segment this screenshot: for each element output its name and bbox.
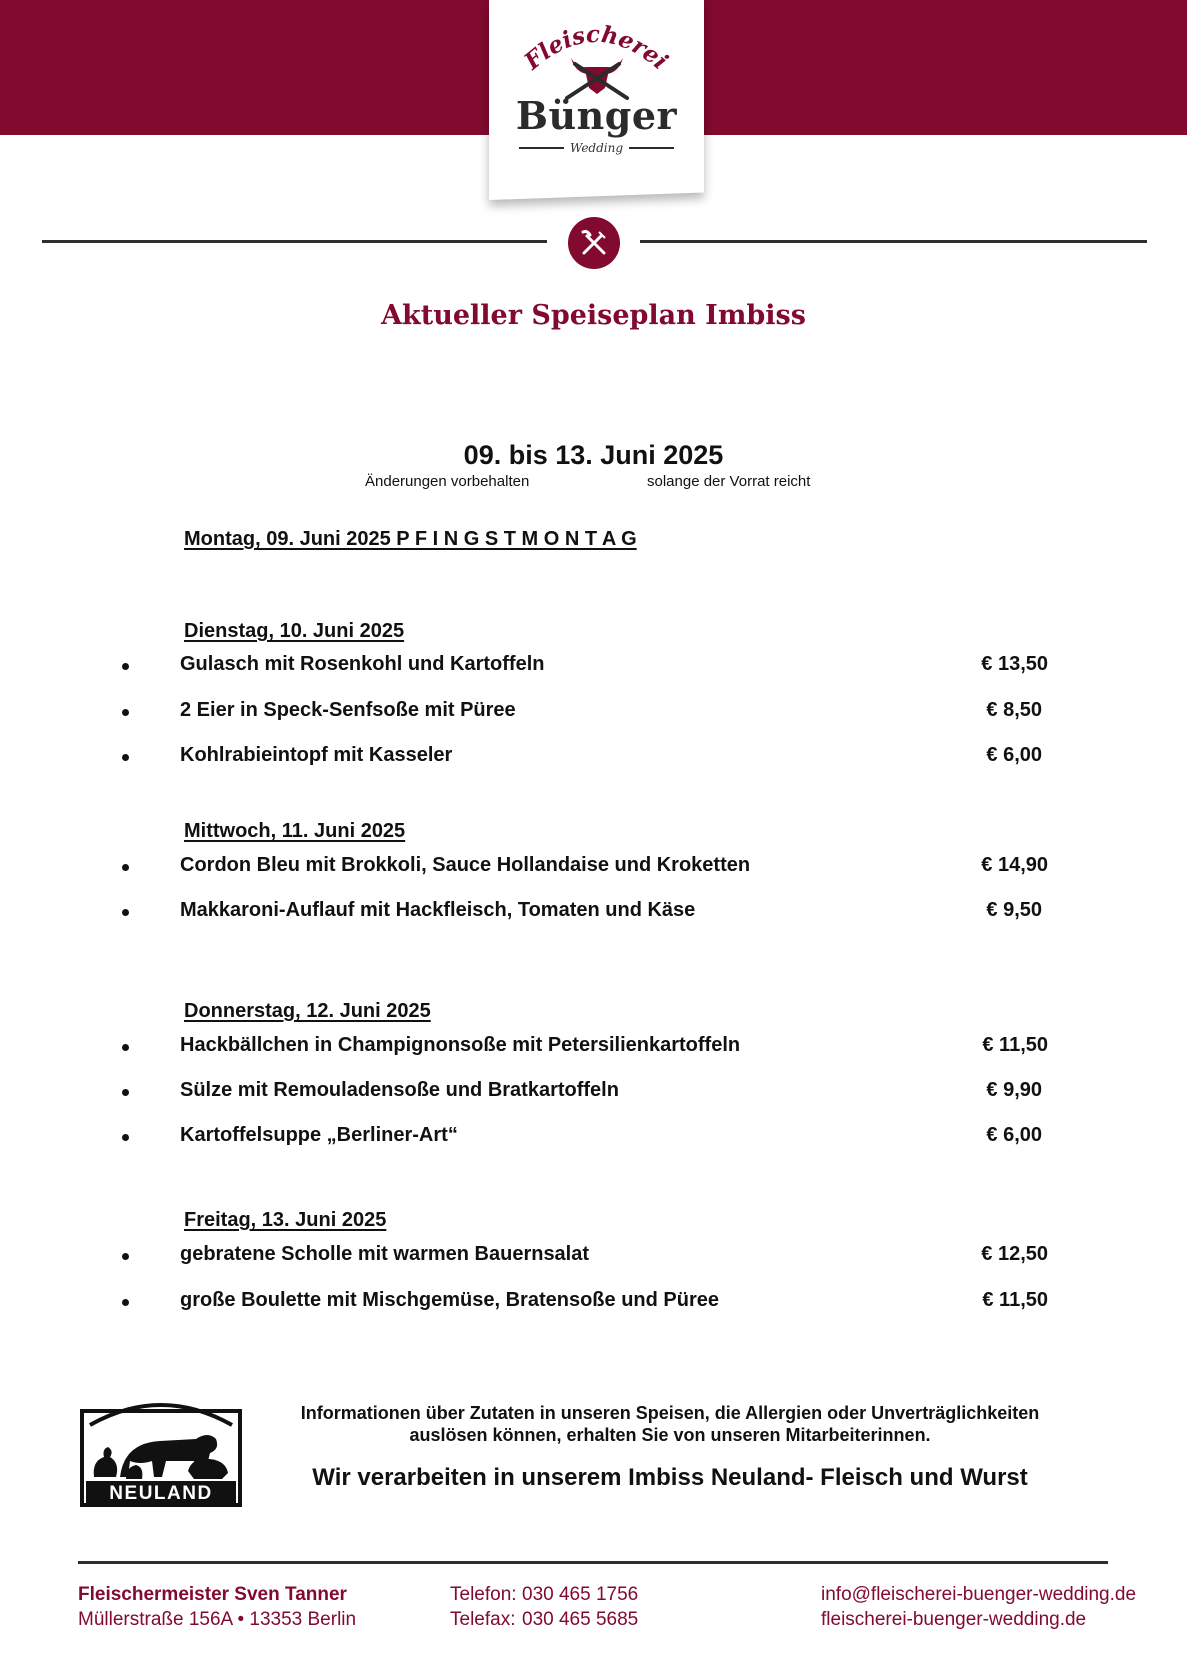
menu-item-price: € 6,00	[986, 744, 1042, 766]
day-heading-tuesday: Dienstag, 10. Juni 2025	[184, 620, 405, 642]
menu-item	[0, 1032, 1187, 1062]
neuland-logo	[80, 1395, 242, 1507]
menu-item-price: € 6,00	[986, 1124, 1042, 1146]
day-heading-wednesday: Mittwoch, 11. Juni 2025	[184, 820, 406, 842]
bullet-icon	[122, 909, 129, 916]
menu-item-name: Sülze mit Remouladensoße und Bratkartoffeln	[180, 1079, 619, 1101]
menu-item-price: € 9,90	[986, 1079, 1042, 1101]
menu-item	[0, 897, 1187, 927]
menu-item-price: € 8,50	[986, 699, 1042, 721]
bullet-icon	[122, 1253, 129, 1260]
divider-right	[640, 240, 1147, 243]
menu-item-name: gebratene Scholle mit warmen Bauernsalat	[180, 1243, 590, 1265]
bullet-icon	[122, 864, 129, 871]
brand-logo-card	[489, 0, 704, 200]
menu-item-price: € 14,90	[981, 854, 1048, 876]
menu-item	[0, 651, 1187, 681]
footer-fax: 030 465 5685	[522, 1609, 639, 1630]
crossed-fork-knife-icon	[579, 228, 609, 258]
bullet-icon	[122, 754, 129, 761]
bullet-icon	[122, 1044, 129, 1051]
day-heading-thursday: Donnerstag, 12. Juni 2025	[184, 1000, 431, 1022]
bullet-icon	[122, 709, 129, 716]
menu-item-name: Cordon Bleu mit Brokkoli, Sauce Hollandaise und Kroketten	[180, 854, 751, 876]
menu-item-price: € 11,50	[982, 1034, 1048, 1056]
menu-item-name: 2 Eier in Speck-Senfsoße mit Püree	[180, 699, 516, 721]
footer-owner: Fleischermeister Sven Tanner	[78, 1584, 347, 1605]
menu-item	[0, 1077, 1187, 1107]
menu-item-name: Kartoffelsuppe „Berliner-Art“	[180, 1124, 458, 1146]
menu-item-name: Makkaroni-Auflauf mit Hackfleisch, Tomaten und Käse	[180, 899, 696, 921]
footer-web[interactable]: fleischerei-buenger-wedding.de	[821, 1609, 1087, 1630]
neuland-statement: Wir verarbeiten in unserem Imbiss Neuland- Fleisch und Wurst	[312, 1464, 1028, 1491]
logo-sub	[519, 141, 674, 155]
footer-fax-label: Telefax:	[450, 1609, 516, 1630]
logo-sub-text: Wedding	[569, 141, 624, 155]
menu-item-name: Gulasch mit Rosenkohl und Kartoffeln	[180, 653, 545, 675]
footer-phone-label: Telefon:	[450, 1584, 517, 1605]
menu-item	[0, 1241, 1187, 1271]
menu-item-price: € 12,50	[981, 1243, 1048, 1265]
menu-item-name: Hackbällchen in Champignonsoße mit Petersilienkartoffeln	[180, 1034, 741, 1056]
menu-item	[0, 1287, 1187, 1317]
note-stock: solange der Vorrat reicht	[647, 473, 811, 490]
logo-name: Bünger	[515, 93, 678, 138]
menu-item	[0, 697, 1187, 727]
footer-email[interactable]: info@fleischerei-buenger-wedding.de	[821, 1584, 1137, 1605]
divider-left	[42, 240, 547, 243]
menu-item	[0, 852, 1187, 882]
allergen-info-line2: auslösen können, erhalten Sie von unseren Mitarbeiterinnen.	[409, 1425, 931, 1445]
neuland-logo-text: NEULAND	[109, 1483, 213, 1504]
allergen-info	[240, 1402, 1100, 1446]
menu-item	[0, 1122, 1187, 1152]
menu-item-name: große Boulette mit Mischgemüse, Bratensoße und Püree	[180, 1289, 719, 1311]
footer-contact-block	[821, 1582, 1136, 1632]
day-heading-monday: Montag, 09. Juni 2025 P F I N G S T M O N T A G	[184, 528, 637, 550]
menu-item-price: € 11,50	[982, 1289, 1048, 1311]
menu-item-price: € 13,50	[981, 653, 1048, 675]
bullet-icon	[122, 1089, 129, 1096]
footer-phone-block	[450, 1582, 638, 1632]
menu-item	[0, 742, 1187, 772]
footer-owner-block	[78, 1582, 356, 1632]
bullet-icon	[122, 663, 129, 670]
allergen-info-line1: Informationen über Zutaten in unseren Speisen, die Allergien oder Unverträglichkeiten	[300, 1403, 1040, 1423]
page-title: Aktueller Speiseplan Imbiss	[381, 300, 806, 331]
logo-arc-text: Fleischerei	[519, 20, 674, 76]
bullet-icon	[122, 1134, 129, 1141]
footer-phone[interactable]: 030 465 1756	[522, 1584, 639, 1605]
menu-item-name: Kohlrabieintopf mit Kasseler	[180, 744, 453, 766]
day-heading-friday: Freitag, 13. Juni 2025	[184, 1209, 387, 1231]
bullet-icon	[122, 1299, 129, 1306]
footer-address: Müllerstraße 156A • 13353 Berlin	[78, 1609, 357, 1630]
divider-badge	[568, 217, 620, 269]
note-changes: Änderungen vorbehalten	[365, 473, 530, 490]
menu-item-price: € 9,50	[986, 899, 1042, 921]
week-range: 09. bis 13. Juni 2025	[463, 440, 724, 470]
footer-divider	[78, 1561, 1108, 1564]
